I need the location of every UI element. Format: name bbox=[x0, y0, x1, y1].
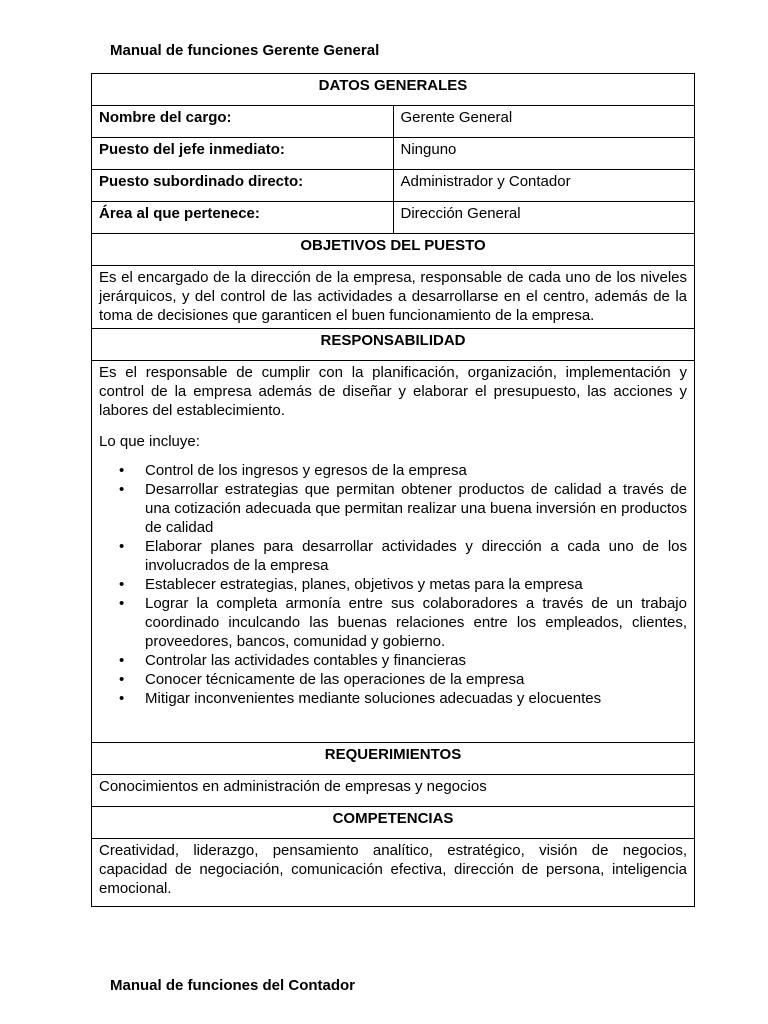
list-item-text: Lograr la completa armonía entre sus colaboradores a través de un trabajo coordinado inculcando las buenas relaciones entre los empleados, clientes, proveedores, bancos, comunidad y gobierno. bbox=[145, 595, 687, 650]
section-header-row bbox=[92, 743, 695, 775]
bullet-icon: • bbox=[119, 595, 125, 612]
section-header-row bbox=[92, 234, 695, 266]
responsabilidad-text: Es el responsable de cumplir con la planificación, organización, implementación y control de la empresa además de diseñar y elaborar el presupuesto, las acciones y labores del establecimiento. bbox=[99, 364, 687, 419]
next-section-title: Manual de funciones del Contador bbox=[110, 977, 356, 994]
list-item bbox=[119, 575, 687, 594]
jefe-inmediato-value: Ninguno bbox=[393, 138, 695, 170]
responsabilidad-cell bbox=[92, 361, 695, 743]
list-item bbox=[119, 689, 687, 708]
list-item bbox=[119, 670, 687, 689]
bullet-icon: • bbox=[119, 671, 125, 688]
table-row bbox=[92, 266, 695, 329]
list-item bbox=[119, 594, 687, 651]
nombre-cargo-label: Nombre del cargo: bbox=[92, 106, 394, 138]
list-item-text: Establecer estrategias, planes, objetivos y metas para la empresa bbox=[145, 576, 583, 593]
list-item bbox=[119, 651, 687, 670]
objetivos-text: Es el encargado de la dirección de la empresa, responsable de cada uno de los niveles jerárquicos, y del control de las actividades a desarrollarse en el centro, además de la toma de decisiones que garanticen el buen funcionamiento de la empresa. bbox=[92, 266, 695, 329]
area-value: Dirección General bbox=[393, 202, 695, 234]
section-header-row bbox=[92, 74, 695, 106]
area-label: Área al que pertenece: bbox=[92, 202, 394, 234]
table-row bbox=[92, 106, 695, 138]
bullet-icon: • bbox=[119, 652, 125, 669]
list-item-text: Elaborar planes para desarrollar actividades y dirección a cada uno de los involucrados de la empresa bbox=[145, 538, 687, 574]
list-item-text: Desarrollar estrategias que permitan obtener productos de calidad a través de una cotización adecuada que permitan realizar una buena inversión en productos de calidad bbox=[145, 481, 687, 536]
competencias-heading: COMPETENCIAS bbox=[92, 807, 695, 839]
competencias-text: Creatividad, liderazgo, pensamiento analítico, estratégico, visión de negocios, capacidad de negociación, comunicación efectiva, dirección de persona, inteligencia emocional. bbox=[92, 839, 695, 907]
table-row bbox=[92, 361, 695, 743]
section-header-row bbox=[92, 807, 695, 839]
list-item bbox=[119, 461, 687, 480]
list-item-text: Conocer técnicamente de las operaciones de la empresa bbox=[145, 671, 525, 688]
job-description-table bbox=[91, 73, 695, 907]
requerimientos-heading: REQUERIMIENTOS bbox=[92, 743, 695, 775]
bullet-icon: • bbox=[119, 462, 125, 479]
duties-list bbox=[99, 461, 687, 708]
list-item-text: Mitigar inconvenientes mediante soluciones adecuadas y elocuentes bbox=[145, 690, 602, 707]
list-item-text: Controlar las actividades contables y financieras bbox=[145, 652, 466, 669]
jefe-inmediato-label: Puesto del jefe inmediato: bbox=[92, 138, 394, 170]
datos-generales-heading: DATOS GENERALES bbox=[92, 74, 695, 106]
table-row bbox=[92, 170, 695, 202]
nombre-cargo-value: Gerente General bbox=[393, 106, 695, 138]
subordinado-value: Administrador y Contador bbox=[393, 170, 695, 202]
responsabilidad-intro: Lo que incluye: bbox=[99, 433, 200, 450]
document-title: Manual de funciones Gerente General bbox=[110, 42, 380, 59]
table-row bbox=[92, 775, 695, 807]
table-row bbox=[92, 138, 695, 170]
bullet-icon: • bbox=[119, 690, 125, 707]
objetivos-heading: OBJETIVOS DEL PUESTO bbox=[92, 234, 695, 266]
table-row bbox=[92, 202, 695, 234]
subordinado-label: Puesto subordinado directo: bbox=[92, 170, 394, 202]
table-row bbox=[92, 839, 695, 907]
bullet-icon: • bbox=[119, 481, 125, 498]
responsabilidad-heading: RESPONSABILIDAD bbox=[92, 329, 695, 361]
list-item-text: Control de los ingresos y egresos de la empresa bbox=[145, 462, 467, 479]
requerimientos-text: Conocimientos en administración de empresas y negocios bbox=[92, 775, 695, 807]
bullet-icon: • bbox=[119, 576, 125, 593]
list-item bbox=[119, 537, 687, 575]
section-header-row bbox=[92, 329, 695, 361]
bullet-icon: • bbox=[119, 538, 125, 555]
list-item bbox=[119, 480, 687, 537]
